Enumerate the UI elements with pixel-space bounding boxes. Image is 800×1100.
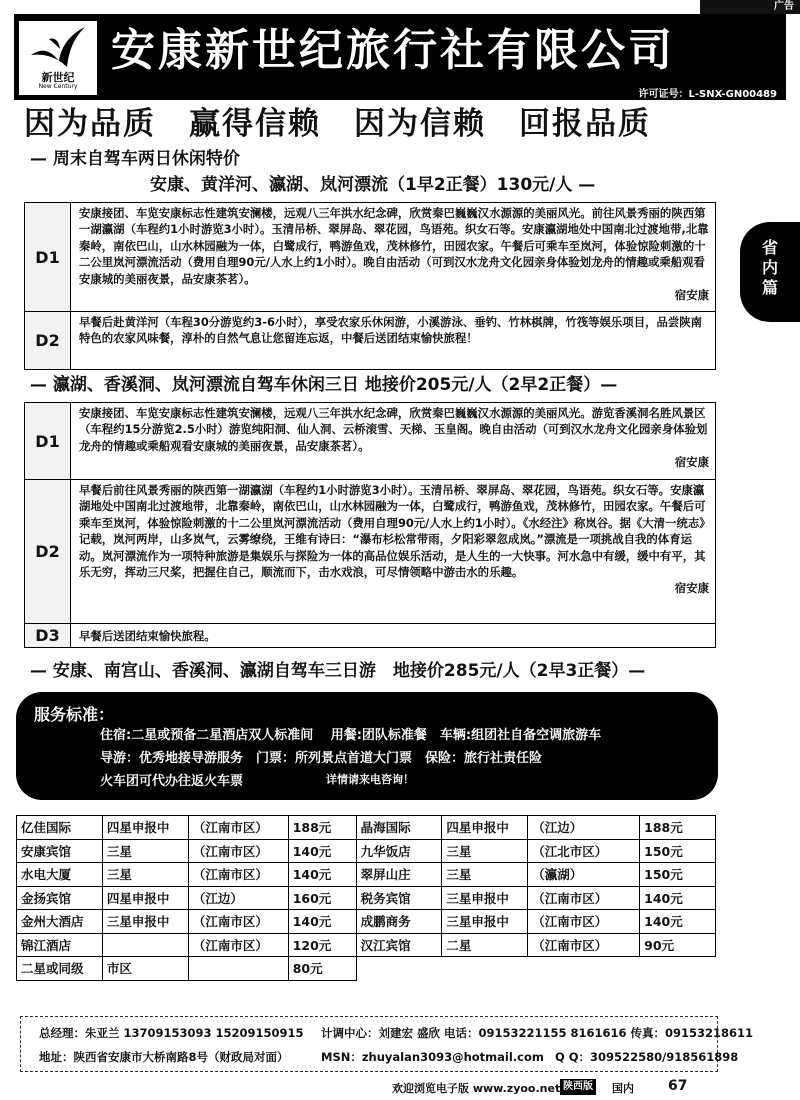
day-description [71,480,715,623]
table-cell: 120元 [288,933,356,957]
header-banner [14,14,786,100]
table-cell: 锦江酒店 [17,933,103,957]
table-cell: 金扬宾馆 [17,886,103,910]
table-row [17,886,716,910]
table-cell: （江南市区） [188,839,288,863]
table-cell: （江南市区） [528,933,640,957]
itinerary-day [25,311,715,369]
table-row [17,816,716,840]
table-cell: 三星 [102,863,188,887]
day-text: 早餐后赴黄洋河（车程30分游览约3-6小时），享受农家乐休闲游，小溪游泳、垂钓、竹林棋牌，竹筏等娱乐项目，品尝陕南特色的农家风味餐，淳朴的自然气息让您留连忘返，中餐后送团结束愉快旅程！ [79,315,703,346]
table-cell: 亿佳国际 [17,816,103,840]
route1-itinerary [24,202,716,370]
table-cell: （江南市区） [188,933,288,957]
ad-tag: 广告 [700,0,800,14]
table-cell: 四星申报中 [102,886,188,910]
table-cell: 140元 [288,863,356,887]
msn-contact: MSN：zhuyalan3093@hotmail.com [321,1050,544,1064]
table-cell: 税务宾馆 [356,886,442,910]
logo [19,21,97,95]
stay-note: 宿安康 [674,581,709,596]
table-cell: 翠屏山庄 [356,863,442,887]
day-description [71,203,715,311]
stay-note: 宿安康 [674,455,709,470]
day-description [71,312,715,369]
service-line-3: 火车团可代办往返火车票 [100,774,244,789]
itinerary-day [25,623,715,647]
day-label: D1 [25,203,71,311]
section-tab-char: 篇 [761,278,778,297]
table-cell: 188元 [640,816,716,840]
table-cell [640,957,716,981]
table-cell: 140元 [288,839,356,863]
itinerary-day [25,403,715,479]
logo-english: New Century [38,83,78,90]
table-cell: （瀛湖） [528,863,640,887]
table-cell: （江南市区） [188,863,288,887]
stay-note: 宿安康 [674,288,709,303]
table-cell: 晶海国际 [356,816,442,840]
table-cell: 80元 [288,957,356,981]
section-tab [740,222,800,322]
table-cell: 汉江宾馆 [356,933,442,957]
table-cell: 三星 [102,839,188,863]
day-label: D1 [25,403,71,479]
table-row [17,957,716,981]
contact-info [20,1016,754,1072]
day-text: 早餐后前往风景秀丽的陕西第一湖瀛湖（车程约1小时游览3小时）。玉清吊桥、翠屏岛、翠花园，鸟语苑。织女石等。安康瀛湖地处中国南北过渡地带，北靠秦岭，南依巴山，山水林园融为一体，白鹭成行，鸭游鱼戏，茂林修竹，田园农家。午餐后可乘车至岚河，体验惊险刺激的十二公里岚河漂流活动（费用自理90元/人水上约1小时）。《水经注》称岚谷。据《大清一统志》记载，岚河两岸，山多岚气，云雾缭绕，王维有诗曰：“瀑布杉松常带雨，夕阳彩翠忽成岚。”漂流是一项挑战自我的体育运动。岚河漂流作为一项特种旅游是集娱乐与探险为一体的高品位娱乐活动，是人生的一大快事。河水急中有缓，缓中有平，其乐无穷，挥动三尺桨，把握住自己，顺流而下，击水戏浪，可尽情领略中游击水的乐趣。 [79,483,706,580]
table-row [17,863,716,887]
day-description [71,624,715,647]
table-cell: 四星申报中 [442,816,528,840]
table-cell [442,957,528,981]
table-cell: 成鹏商务 [356,910,442,934]
table-cell: 二星或同级 [17,957,103,981]
table-cell: 四星申报中 [102,816,188,840]
service-line-1: 住宿:二星或预备二星酒店双人标准间 用餐:团队标准餐 车辆:组团社自备空调旅游车 [100,728,602,743]
section-tab-char: 内 [761,258,778,277]
route1-title-b: 安康、黄洋河、瀛湖、岚河漂流（1早2正餐）130元/人 — [150,175,596,195]
table-row [17,933,716,957]
company-name: 安康新世纪旅行社有限公司 [111,25,675,76]
table-cell: （江南市区） [528,886,640,910]
table-cell: 九华饭店 [356,839,442,863]
table-cell: （江南市区） [188,816,288,840]
qq-contact: Q Q：309522580/918561898 [555,1050,739,1064]
dispatch-contact: 计调中心：刘建宏 盛欣 电话：09153221155 8161616 传真：09153218611 [321,1026,754,1040]
footer-region: 国内 [612,1082,634,1095]
day-text: 安康接团、车览安康标志性建筑安澜楼，远观八三年洪水纪念碑，欣赏秦巴巍巍汉水源源的美丽风光。前往风景秀丽的陕西第一湖瀛湖（车程约1小时游览3小时）。玉清吊桥、翠屏岛、翠花园，鸟语苑。织女石等。安康瀛湖地处中国南北过渡地带,北靠秦岭，南依巴山，山水林园融为一体，白鹭成行，鸭游鱼戏，茂林修竹，田园农家。午餐后可乘车至岚河，体验惊险刺激的十二公里岚河漂流活动（费用自理90元/人水上约1小时）。晚自由活动（可到汉水龙舟文化园亲身体验划龙舟的情趣或乘船观看安康城的美丽夜景，品安康茶茗）。 [79,206,709,286]
table-cell: 160元 [288,886,356,910]
table-cell: （江南市区） [188,910,288,934]
service-standards [16,692,718,800]
table-cell [528,957,640,981]
table-row [17,910,716,934]
table-cell: 三星 [442,839,528,863]
page-number: 67 [668,1078,688,1094]
table-cell: 二星 [442,933,528,957]
day-label: D2 [25,480,71,623]
day-text: 安康接团、车览安康标志性建筑安澜楼，远观八三年洪水纪念碑，欣赏秦巴巍巍汉水源源的美丽风光。游览香溪洞名胜风景区（车程约15分游览2.5小时）游览纯阳洞、仙人洞、云桥滚雪、天梯、玉皇阁。晚自由活动（可到汉水龙舟文化园亲身体验划龙舟的情趣或乘船观看安康城的美丽夜景，品安康茶茗）。 [79,406,708,453]
route2-itinerary [24,402,716,648]
table-cell [102,933,188,957]
bird-logo-icon [29,25,87,71]
table-cell: 三星申报中 [442,910,528,934]
day-text: 早餐后送团结束愉快旅程。 [79,629,216,643]
slogan: 因为品质 赢得信赖 因为信赖 回报品质 [24,106,651,142]
table-row [17,839,716,863]
hotel-table [16,815,716,981]
table-cell: 140元 [640,910,716,934]
day-label: D2 [25,312,71,369]
day-description [71,403,715,479]
table-cell: （江边） [188,886,288,910]
service-inquiry: 详情请来电咨询！ [326,773,414,786]
itinerary-day [25,479,715,623]
route1-title-a: — 周末自驾车两日休闲特价 [30,149,240,169]
route3-title: — 安康、南宫山、香溪洞、瀛湖自驾车三日游 地接价285元/人（2早3正餐）— [30,661,646,681]
table-cell: 市区 [102,957,188,981]
table-cell: 水电大厦 [17,863,103,887]
table-cell: 三星申报中 [102,910,188,934]
table-cell: 金州大酒店 [17,910,103,934]
table-cell: 安康宾馆 [17,839,103,863]
table-cell: （江北市区） [528,839,640,863]
table-cell: 150元 [640,839,716,863]
table-cell [188,957,288,981]
table-cell: （江南市区） [528,910,640,934]
itinerary-day [25,203,715,311]
table-cell: （江边） [528,816,640,840]
table-cell [356,957,442,981]
table-cell: 90元 [640,933,716,957]
service-line-2: 导游：优秀地接导游服务 门票：所列景点首道大门票 保险：旅行社责任险 [100,751,543,766]
service-title: 服务标准： [34,705,115,724]
manager-contact: 总经理：朱亚兰 13709153093 15209150915 [39,1026,304,1040]
table-cell: 188元 [288,816,356,840]
footer-badge: 陕西版 [560,1079,596,1095]
footer-website: 欢迎浏览电子版 www.zyoo.net [392,1082,561,1095]
table-cell: 140元 [640,886,716,910]
address: 地址：陕西省安康市大桥南路8号（财政局对面） [39,1050,289,1064]
table-cell: 150元 [640,863,716,887]
table-cell: 140元 [288,910,356,934]
day-label: D3 [25,624,71,647]
table-cell: 三星申报中 [442,886,528,910]
license-number: 许可证号：L-SNX-GN00489 [638,89,777,100]
section-tab-char: 省 [761,238,778,257]
logo-chinese: 新世纪 [41,71,75,84]
route2-title: — 瀛湖、香溪洞、岚河漂流自驾车休闲三日 地接价205元/人（2早2正餐）— [30,375,618,395]
table-cell: 三星 [442,863,528,887]
